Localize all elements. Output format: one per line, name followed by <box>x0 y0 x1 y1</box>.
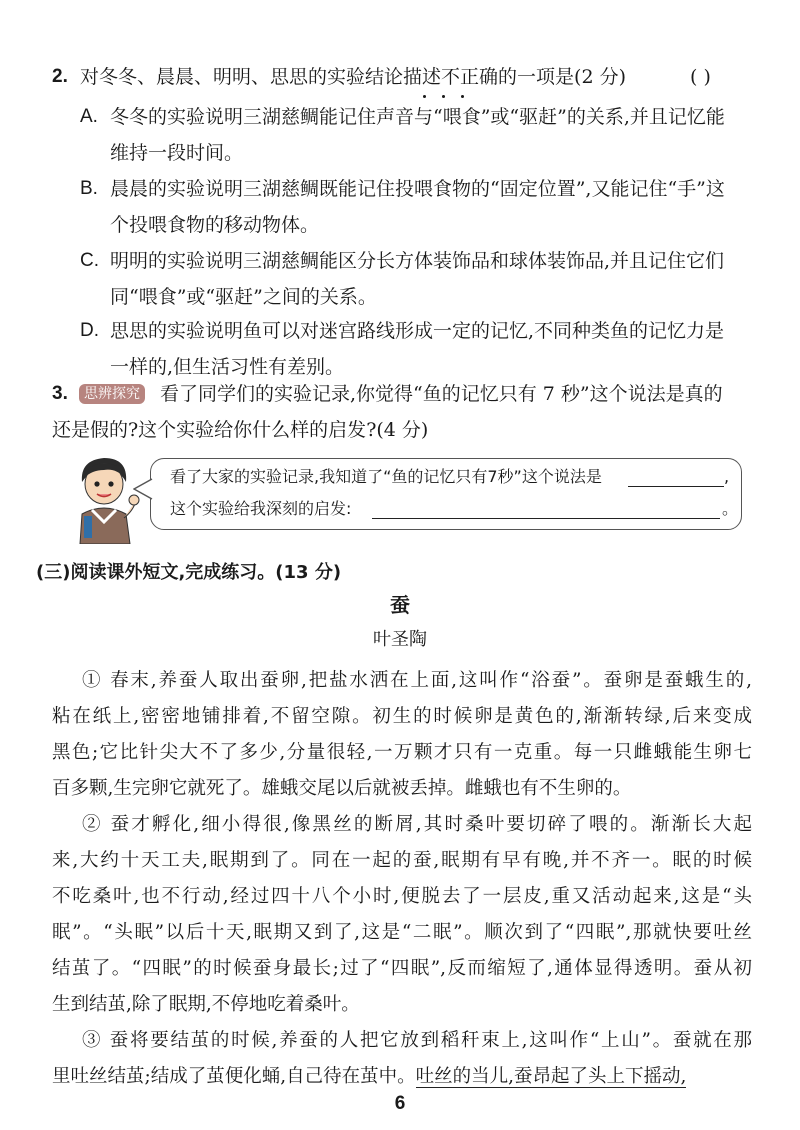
bubble-line-2: 这个实验给我深刻的启发: <box>170 499 352 518</box>
paragraph-line-text: 里吐丝结茧;结成了茧便化蛹,自己待在茧中。 <box>52 1066 416 1087</box>
answer-parenthesis[interactable]: ( ) <box>690 66 711 88</box>
paragraph-line: 百多颗,生完卵它就死了。雄蛾交尾以后就被丢掉。雌蛾也有不生卵的。 <box>52 778 632 799</box>
question-3-line-1: 看了同学们的实验记录,你觉得“鱼的记忆只有 7 秒”这个说法是真的 <box>160 383 723 405</box>
page-number: 6 <box>394 1093 406 1114</box>
option-a-letter: A. <box>80 106 98 127</box>
option-c-line-1: 明明的实验说明三湖慈鲷能区分长方体装饰品和球体装饰品,并且记住它们 <box>110 250 725 272</box>
paragraph-line: ③ 蚕将要结茧的时候,养蚕的人把它放到稻秆束上,这叫作“上山”。蚕就在那 <box>82 1030 752 1051</box>
answer-blank-1[interactable] <box>628 486 724 487</box>
section-3-title: (三)阅读课外短文,完成练习。(13 分) <box>36 562 342 583</box>
paragraph-line: 粘在纸上,密密地铺排着,不留空隙。初生的时候卵是黄色的,渐渐转绿,后来变成 <box>52 706 752 727</box>
article-title: 蚕 <box>390 593 410 617</box>
option-b-letter: B. <box>80 178 98 199</box>
option-d-line-2: 一样的,但生活习性有差别。 <box>110 356 345 378</box>
emphasis-dot <box>442 95 445 98</box>
bubble-line-2-end: 。 <box>722 499 739 518</box>
emphasis-dot <box>461 95 464 98</box>
question-2-stem <box>80 64 626 90</box>
emphasis-dot <box>423 95 426 98</box>
article-author: 叶圣陶 <box>373 629 427 650</box>
question-2-stem-emphasis: 不正确 <box>441 66 499 88</box>
option-b-line-1: 晨晨的实验说明三湖慈鲷既能记住投喂食物的“固定位置”,又能记住“手”这 <box>110 178 725 200</box>
paragraph-line: 不吃桑叶,也不行动,经过四十八个小时,便脱去了一层皮,重又活动起来,这是“头 <box>52 886 752 907</box>
paragraph-line: ① 春末,养蚕人取出蚕卵,把盐水洒在上面,这叫作“浴蚕”。蚕卵是蚕蛾生的, <box>82 670 752 691</box>
question-2-number: 2. <box>52 66 68 87</box>
paragraph-line: 黑色;它比针尖大不了多少,分量很轻,一万颗才只有一克重。每一只雌蛾能生卵七 <box>52 742 752 763</box>
option-c-letter: C. <box>80 250 99 271</box>
answer-blank-2[interactable] <box>372 518 720 519</box>
paragraph-line: 来,大约十天工夫,眠期到了。同在一起的蚕,眠期有早有晚,并不齐一。眠的时候 <box>52 850 752 871</box>
bubble-line-1: 看了大家的实验记录,我知道了“鱼的记忆只有7秒”这个说法是 <box>170 467 602 486</box>
paragraph-line: 眠”。“头眠”以后十天,眠期又到了,这是“二眠”。顺次到了“四眠”,那就快要吐丝 <box>52 922 752 943</box>
bubble-tail <box>133 478 153 500</box>
option-b-line-2: 个投喂食物的移动物体。 <box>110 214 320 236</box>
paragraph-line: ② 蚕才孵化,细小得很,像黑丝的断屑,其时桑叶要切碎了喂的。渐渐长大起 <box>82 814 752 835</box>
option-d-line-1: 思思的实验说明鱼可以对迷宫路线形成一定的记忆,不同种类鱼的记忆力是 <box>110 320 725 342</box>
option-d-letter: D. <box>80 320 99 341</box>
boy-illustration-icon <box>70 452 140 544</box>
bubble-line-1-end: , <box>724 467 730 486</box>
question-2-stem-before: 对冬冬、晨晨、明明、思思的实验结论描述 <box>80 66 442 88</box>
thinking-tag: 思辨探究 <box>79 384 145 404</box>
underlined-sentence: 吐丝的当儿,蚕昂起了头上下摇动, <box>415 1066 687 1087</box>
question-3-line-2: 还是假的?这个实验给你什么样的启发?(4 分) <box>52 419 429 441</box>
question-3-number: 3. <box>52 383 68 404</box>
option-a-line-2: 维持一段时间。 <box>110 142 244 164</box>
paragraph-line: 生到结茧,除了眠期,不停地吃着桑叶。 <box>52 994 360 1015</box>
question-2-stem-after: 的一项是(2 分) <box>498 66 626 88</box>
paragraph-line: 结茧了。“四眠”的时候蚕身最长;过了“四眠”,反而缩短了,通体显得透明。蚕从初 <box>52 958 752 979</box>
option-a-line-1: 冬冬的实验说明三湖慈鲷能记住声音与“喂食”或“驱赶”的关系,并且记忆能 <box>110 106 725 128</box>
option-c-line-2: 同“喂食”或“驱赶”之间的关系。 <box>110 286 377 308</box>
paragraph-line-last <box>52 1064 752 1090</box>
